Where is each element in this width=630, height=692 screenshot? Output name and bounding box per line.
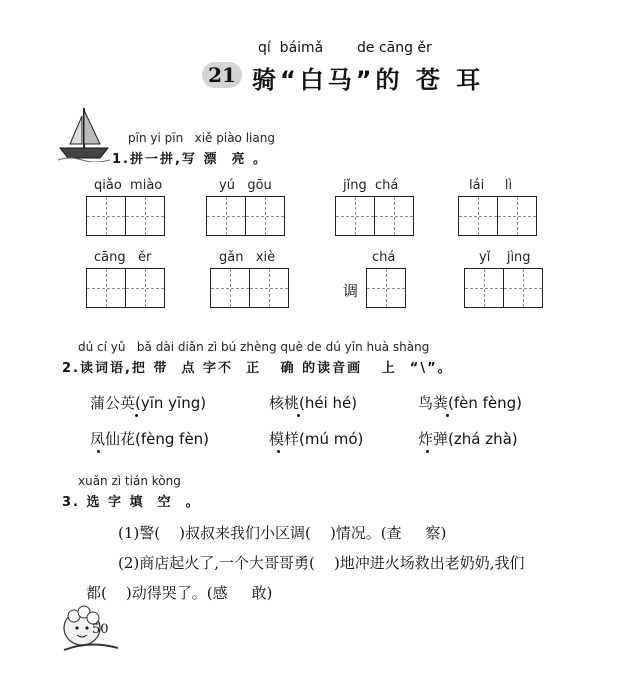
q2-pinyin: dú cí yǔ bǎ dài diǎn zì bú zhèng què de dú yīn huà shàng (78, 340, 430, 354)
q1-pinyin-jingcha: jǐng chá (343, 178, 399, 193)
writing-grid[interactable] (335, 196, 414, 236)
emphasis-dot (277, 450, 280, 453)
title-pinyin-1: qí báimǎ (258, 40, 324, 56)
q2-item: 炸弹(zhá zhà) (418, 430, 518, 448)
page-number: 50 (92, 622, 109, 637)
writing-grid[interactable] (366, 268, 406, 308)
lesson-number-badge: 21 (202, 62, 242, 88)
q1-pinyin-yugou: yú gōu (219, 178, 272, 193)
q1-pinyin: pīn yi pīn xiě piào liang (128, 131, 275, 145)
emphasis-dot (426, 450, 429, 453)
q1-pinyin-yijing: yǐ jìng (479, 250, 531, 265)
q3-sentence-1: (1)警( )叔叔来我们小区调( )情况。(查 察) (118, 524, 447, 542)
q3-pinyin: xuǎn zì tián kòng (78, 474, 181, 488)
q1-pinyin-qiaomiao: qiǎo miào (94, 178, 163, 193)
q2-item: 凤仙花(fèng fèn) (90, 430, 210, 448)
q1-pinyin-canger: cāng ěr (94, 250, 152, 265)
writing-grid[interactable] (458, 196, 537, 236)
emphasis-dot (97, 450, 100, 453)
q2-item: 蒲公英(yīn yīng) (90, 394, 207, 412)
q1-pinyin-ganxie: gǎn xiè (219, 250, 276, 265)
q3-instruction: 3. 选 字 填 空 。 (62, 495, 201, 510)
emphasis-dot (446, 414, 449, 417)
q2-item: 模样(mú mó) (269, 430, 364, 448)
writing-grid[interactable] (86, 196, 165, 236)
emphasis-dot (135, 414, 138, 417)
q2-item: 鸟粪(fèn fèng) (418, 394, 523, 412)
q2-instruction: 2.读词语,把 带 点 字不 正 确 的读音画 上 “\”。 (62, 361, 453, 376)
sheep-mascot-icon (60, 600, 122, 656)
q1-pinyin-laili: lái lì (469, 178, 513, 193)
q1-pinyin-cha: chá (372, 250, 396, 265)
writing-grid[interactable] (464, 268, 543, 308)
q2-item: 核桃(héi hé) (269, 394, 358, 412)
emphasis-dot (297, 414, 300, 417)
writing-grid[interactable] (206, 196, 285, 236)
sailboat-icon (56, 104, 112, 162)
q3-sentence-3: 都( )动得哭了。(感 敢) (86, 584, 273, 602)
q1-instruction: 1.拼一拼,写 漂 亮 。 (112, 152, 269, 167)
writing-grid[interactable] (210, 268, 289, 308)
q3-sentence-2: (2)商店起火了,一个大哥哥勇( )地冲进火场救出老奶奶,我们 (118, 554, 525, 572)
writing-grid[interactable] (86, 268, 165, 308)
diao-character: 调 (343, 282, 359, 300)
title-pinyin-2: de cāng ěr (357, 40, 432, 56)
lesson-title: 骑“白马”的 苍 耳 (252, 66, 485, 94)
